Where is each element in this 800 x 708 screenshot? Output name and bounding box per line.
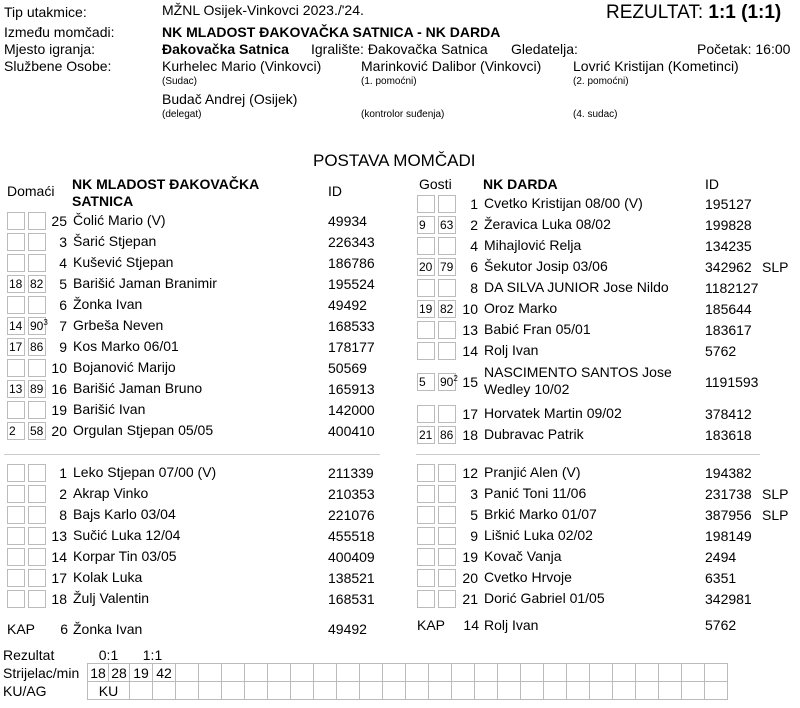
match-type-value: MŽNL Osijek-Vinkovci 2023./'24. (162, 2, 364, 18)
player-id: 134235 (705, 238, 752, 254)
player-id: 49934 (328, 213, 367, 229)
sub-minute-box (438, 237, 456, 255)
empty-cell (360, 664, 383, 682)
sub-in-box (417, 527, 435, 545)
sub-in-box: 17 (7, 338, 25, 356)
player-id: 186786 (328, 255, 375, 271)
sub-minute-box (438, 464, 456, 482)
result-header (606, 2, 781, 24)
shirt-number: 5 (59, 276, 67, 292)
sub-minute-box (438, 195, 456, 213)
spectators-label: Gledatelja: (511, 41, 578, 57)
empty-cell (705, 664, 728, 682)
score-cell: 1:1 (142, 646, 163, 663)
player-name: Rolj Ivan (484, 342, 539, 358)
pitch-label: Igralište: (311, 41, 364, 57)
empty-cell (498, 682, 521, 700)
shirt-number: 14 (462, 343, 478, 359)
sub-in-box: 5 (417, 373, 435, 391)
shirt-number: 18 (462, 427, 478, 443)
player-id: 142000 (328, 402, 375, 418)
home-side-label: Domaći (7, 183, 55, 199)
player-name: Barišić Jaman Branimir (73, 275, 217, 291)
scorer-row (3, 664, 728, 682)
player-note: SLP (762, 259, 789, 275)
empty-cell (130, 682, 153, 700)
empty-cell (314, 664, 337, 682)
player-id: 199828 (705, 217, 752, 233)
shirt-number: 1 (59, 465, 67, 481)
sub-in-box: 19 (417, 300, 435, 318)
kuag-row-label: KU/AG (3, 682, 47, 699)
sub-minute-box (438, 506, 456, 524)
away-id-header: ID (705, 176, 719, 192)
player-name: Kušević Stjepan (73, 254, 174, 270)
player-name: Lišnić Luka 02/02 (484, 527, 593, 543)
sub-minute-box (438, 373, 456, 391)
empty-cell (176, 682, 199, 700)
empty-cell (337, 682, 360, 700)
away-side-label: Gosti (419, 176, 452, 192)
kuag-row (3, 682, 728, 700)
shirt-number: 8 (59, 507, 67, 523)
player-row (0, 298, 800, 319)
added-time-value: 3 (43, 318, 48, 327)
shirt-number: 17 (51, 570, 67, 586)
shirt-number: 17 (462, 406, 478, 422)
player-id: 226343 (328, 234, 375, 250)
officials-label: Službene Osobe: (4, 58, 112, 74)
shirt-number: 7 (59, 318, 67, 334)
shirt-number: 5 (470, 507, 478, 523)
scorer-minute-cell: 19 (130, 664, 153, 682)
player-name: Žulj Valentin (73, 590, 150, 606)
player-name: Cvetko Kristijan 08/00 (V) (484, 195, 643, 211)
player-name: Barišić Jaman Bruno (73, 380, 203, 396)
player-id: 183617 (705, 322, 752, 338)
player-name: Kovač Vanja (484, 548, 562, 564)
empty-cell (268, 682, 291, 700)
player-name: Kolak Luka (73, 569, 143, 585)
player-name: Leko Stjepan 07/00 (V) (73, 464, 217, 480)
empty-cell (475, 664, 498, 682)
player-row (0, 504, 800, 525)
home-captain-id: 49492 (328, 621, 367, 637)
player-name-line: NASCIMENTO SANTOS Jose (484, 364, 672, 380)
player-row (0, 256, 800, 277)
result-label: REZULTAT: (606, 2, 704, 23)
between-label: Između momčadi: (4, 24, 115, 40)
player-id: 210353 (328, 486, 375, 502)
shirt-number: 2 (59, 486, 67, 502)
empty-cell (567, 664, 590, 682)
start-value: 16:00 (755, 41, 791, 57)
player-id: 183618 (705, 427, 752, 443)
sub-minute-box (438, 279, 456, 297)
shirt-number: 6 (59, 297, 67, 313)
empty-cell (245, 682, 268, 700)
empty-cell (659, 682, 682, 700)
sub-in-box (417, 569, 435, 587)
player-name: Korpar Tin 03/05 (73, 548, 177, 564)
player-id: 221076 (328, 507, 375, 523)
shirt-number: 3 (470, 486, 478, 502)
shirt-number: 20 (462, 570, 478, 586)
sub-minute-box (438, 548, 456, 566)
shirt-number: 16 (51, 381, 67, 397)
away-divider (416, 454, 760, 455)
player-id: 168531 (328, 591, 375, 607)
empty-cell (636, 664, 659, 682)
empty-cell (245, 664, 268, 682)
player-name: Horvatek Martin 09/02 (484, 405, 622, 421)
empty-cell (590, 682, 613, 700)
pitch-info (311, 41, 488, 57)
empty-cell (613, 664, 636, 682)
result-row-label: Rezultat (3, 646, 55, 663)
player-id: 185644 (705, 301, 752, 317)
shirt-number: 9 (59, 339, 67, 355)
player-id: 387956 (705, 507, 752, 523)
player-name: Dorić Gabriel 01/05 (484, 590, 605, 606)
empty-cell (383, 682, 406, 700)
empty-cell (429, 664, 452, 682)
empty-cell (360, 682, 383, 700)
empty-cell (406, 664, 429, 682)
player-row (0, 525, 800, 546)
sub-in-box (417, 195, 435, 213)
result-value: 1:1 (1:1) (708, 2, 782, 23)
player-row (0, 193, 800, 214)
empty-cell (429, 682, 452, 700)
home-captain-name: Žonka Ivan (73, 621, 143, 637)
between-value: NK MLADOST ĐAKOVAČKA SATNICA - NK DARDA (162, 24, 501, 40)
sub-in-box (417, 237, 435, 255)
empty-cell (521, 664, 544, 682)
player-row (0, 483, 800, 504)
sub-minute-box (438, 342, 456, 360)
player-name: Šarić Stjepan (73, 233, 157, 249)
player-note: SLP (762, 486, 789, 502)
sub-in-box (417, 321, 435, 339)
sub-minute-value: 82 (440, 302, 454, 316)
player-id: 455518 (328, 528, 375, 544)
empty-cell (268, 664, 291, 682)
player-name-line: Wedley 10/02 (484, 381, 570, 397)
player-row (0, 319, 800, 340)
scorer-minute-cell: 42 (153, 664, 176, 682)
shirt-number: 1 (470, 196, 478, 212)
empty-cell (176, 664, 199, 682)
player-id: 342962 (705, 259, 752, 275)
start-label: Početak: (697, 41, 752, 57)
player-name: Akrap Vinko (73, 485, 149, 501)
away-captain-name: Rolj Ivan (484, 617, 539, 633)
sub-minute-value: 63 (440, 218, 454, 232)
empty-cell (383, 664, 406, 682)
empty-cell (544, 682, 567, 700)
player-name: Žonka Ivan (73, 296, 143, 312)
home-captain-label: KAP (7, 621, 36, 637)
player-name: Panić Toni 11/06 (484, 485, 587, 501)
shirt-number: 3 (59, 234, 67, 250)
player-id: 2494 (705, 549, 737, 565)
player-row (0, 403, 800, 424)
player-id: 194382 (705, 465, 752, 481)
shirt-number: 6 (470, 259, 478, 275)
sub-minute-value: 90 (30, 319, 44, 333)
scorer-minute-cell: 18 (88, 664, 109, 682)
player-name: Žeravica Luka 08/02 (484, 216, 611, 232)
empty-cell (199, 664, 222, 682)
home-id-header: ID (328, 183, 342, 199)
player-name: Orgulan Stjepan 05/05 (73, 422, 214, 438)
empty-cell (337, 664, 360, 682)
sub-in-box: 9 (417, 216, 435, 234)
sub-in-box: 21 (417, 426, 435, 444)
shirt-number: 18 (51, 591, 67, 607)
player-name: Barišić Ivan (73, 401, 146, 417)
player-name: Cvetko Hrvoje (484, 569, 572, 585)
player-row (0, 462, 800, 483)
sub-in-box (417, 506, 435, 524)
player-row (0, 361, 800, 403)
score-summary-table (3, 646, 728, 700)
empty-cell (475, 682, 498, 700)
shirt-number: 21 (462, 591, 478, 607)
player-name: Babić Fran 05/01 (484, 321, 591, 337)
shirt-number: 10 (462, 301, 478, 317)
sub-in-box (417, 405, 435, 423)
empty-cell (314, 682, 337, 700)
empty-cell (199, 682, 222, 700)
player-name: Oroz Marko (484, 300, 558, 316)
away-captain-number: 14 (463, 617, 479, 633)
shirt-number: 10 (51, 360, 67, 376)
added-time-value: 2 (453, 374, 458, 383)
player-id: 168533 (328, 318, 375, 334)
sub-in-box: 14 (7, 317, 25, 335)
player-id: 400409 (328, 549, 375, 565)
sub-minute-value: 86 (440, 428, 454, 442)
empty-cell (521, 682, 544, 700)
sub-in-box (417, 464, 435, 482)
sub-minute-box (438, 527, 456, 545)
shirt-number: 12 (462, 465, 478, 481)
player-id: 1182127 (705, 280, 759, 296)
sub-minute-box (438, 590, 456, 608)
shirt-number: 14 (51, 549, 67, 565)
shirt-number: 4 (470, 238, 478, 254)
sub-minute-value: 79 (440, 260, 454, 274)
sub-minute-value: 90 (440, 375, 454, 389)
sub-minute-value: 82 (30, 277, 44, 291)
sub-minute-box (438, 258, 456, 276)
player-id: 138521 (328, 570, 375, 586)
player-id: 1191593 (705, 374, 759, 390)
pitch-value: Đakovačka Satnica (367, 41, 488, 57)
sub-in-box: 18 (7, 275, 25, 293)
empty-cell (682, 682, 705, 700)
start-info (697, 41, 790, 57)
sub-in-box (417, 279, 435, 297)
match-type-label: Tip utakmice: (4, 4, 87, 20)
sub-minute-box (438, 300, 456, 318)
sub-minute-box (438, 216, 456, 234)
empty-cell (705, 682, 728, 700)
player-id: 49492 (328, 297, 367, 313)
player-row (0, 214, 800, 235)
player-id: 195127 (705, 196, 752, 212)
player-row (0, 277, 800, 298)
shirt-number: 13 (462, 322, 478, 338)
official-name: Budač Andrej (Osijek) (162, 91, 298, 107)
player-id: 195524 (328, 276, 375, 292)
player-id: 231738 (705, 486, 752, 502)
shirt-number: 19 (51, 402, 67, 418)
player-name: Čolić Mario (V) (73, 212, 166, 228)
player-id: 378412 (705, 406, 752, 422)
empty-cell (636, 682, 659, 700)
result-row (3, 646, 728, 664)
shirt-number: 20 (51, 423, 67, 439)
empty-cell (291, 664, 314, 682)
shirt-number: 4 (59, 255, 67, 271)
sub-in-box (417, 548, 435, 566)
sub-in-box (417, 485, 435, 503)
player-row (0, 235, 800, 256)
official-name: Lovrić Kristijan (Kometinci) (573, 58, 739, 74)
venue-label: Mjesto igranja: (4, 41, 96, 57)
official-role: (2. pomoćni) (573, 76, 629, 87)
empty-cell (659, 664, 682, 682)
sub-in-box: 13 (7, 380, 25, 398)
player-id: 6351 (705, 570, 737, 586)
player-note: SLP (762, 507, 789, 523)
player-id: 198149 (705, 528, 752, 544)
player-row (0, 424, 800, 445)
player-name (484, 364, 672, 398)
player-id: 165913 (328, 381, 375, 397)
player-row (0, 340, 800, 361)
empty-cell (222, 664, 245, 682)
sub-minute-box (438, 485, 456, 503)
official-name: Kurhelec Mario (Vinkovci) (162, 58, 322, 74)
away-captain-label: KAP (417, 617, 446, 633)
player-name: Mihajlović Relja (484, 237, 582, 253)
official-role: (delegat) (162, 109, 202, 120)
official-role: (kontrolor suđenja) (361, 109, 445, 120)
empty-cell (452, 682, 475, 700)
sub-in-box (417, 590, 435, 608)
sub-in-box: 20 (417, 258, 435, 276)
official-role: (1. pomoćni) (361, 76, 417, 87)
kuag-cell: KU (88, 682, 130, 700)
official-role: (4. sudac) (573, 109, 618, 120)
sub-in-box (417, 342, 435, 360)
sub-minute-box (438, 569, 456, 587)
player-id: 211339 (328, 465, 374, 481)
empty-cell (613, 682, 636, 700)
player-id: 5762 (705, 343, 737, 359)
score-cell: 0:1 (98, 646, 119, 663)
player-name: Kos Marko 06/01 (73, 338, 179, 354)
venue-value: Đakovačka Satnica (162, 41, 289, 57)
home-team-name: NK MLADOST ĐAKOVAČKA SATNICA (72, 176, 259, 209)
player-name: Pranjić Alen (V) (484, 464, 581, 480)
player-id: 342981 (705, 591, 752, 607)
empty-cell (544, 664, 567, 682)
player-name: Šekutor Josip 03/06 (484, 258, 608, 274)
empty-cell (682, 664, 705, 682)
empty-cell (153, 682, 176, 700)
home-captain-number: 6 (60, 621, 68, 637)
player-row (0, 546, 800, 567)
shirt-number: 9 (470, 528, 478, 544)
away-captain-id: 5762 (705, 617, 737, 633)
player-name: Brkić Marko 01/07 (484, 506, 597, 522)
shirt-number: 25 (51, 213, 67, 229)
player-id: 50569 (328, 360, 367, 376)
shirt-number: 19 (462, 549, 478, 565)
empty-cell (498, 664, 521, 682)
empty-cell (291, 682, 314, 700)
scorer-row-label: Strijelac/min (3, 664, 80, 681)
sub-in-box: 2 (7, 422, 25, 440)
player-name: DA SILVA JUNIOR Jose Nildo (484, 279, 669, 295)
player-name: Dubravac Patrik (484, 426, 584, 442)
shirt-number: 13 (51, 528, 67, 544)
scorer-minute-cell: 28 (109, 664, 130, 682)
sub-minute-value: 58 (30, 424, 44, 438)
empty-cell (452, 664, 475, 682)
official-role: (Sudac) (162, 76, 198, 87)
lineup-title: POSTAVA MOMČADI (313, 151, 476, 170)
player-id: 400410 (328, 423, 375, 439)
sub-minute-value: 89 (30, 382, 44, 396)
empty-cell (222, 682, 245, 700)
empty-cell (590, 664, 613, 682)
sub-minute-value: 86 (30, 340, 44, 354)
home-divider (4, 454, 380, 455)
player-row (0, 588, 800, 609)
player-name: Grbeša Neven (73, 317, 164, 333)
shirt-number: 15 (462, 374, 478, 390)
player-row (0, 567, 800, 588)
away-team-name: NK DARDA (483, 176, 558, 192)
empty-cell (406, 682, 429, 700)
shirt-number: 8 (470, 280, 478, 296)
player-id: 178177 (328, 339, 375, 355)
player-name: Bajs Karlo 03/04 (73, 506, 176, 522)
shirt-number: 2 (470, 217, 478, 233)
sub-minute-box (438, 321, 456, 339)
empty-cell (567, 682, 590, 700)
player-name: Bojanović Marijo (73, 359, 176, 375)
player-name: Sučić Luka 12/04 (73, 527, 181, 543)
official-name: Marinković Dalibor (Vinkovci) (361, 58, 542, 74)
sub-minute-box (438, 405, 456, 423)
sub-minute-box (438, 426, 456, 444)
